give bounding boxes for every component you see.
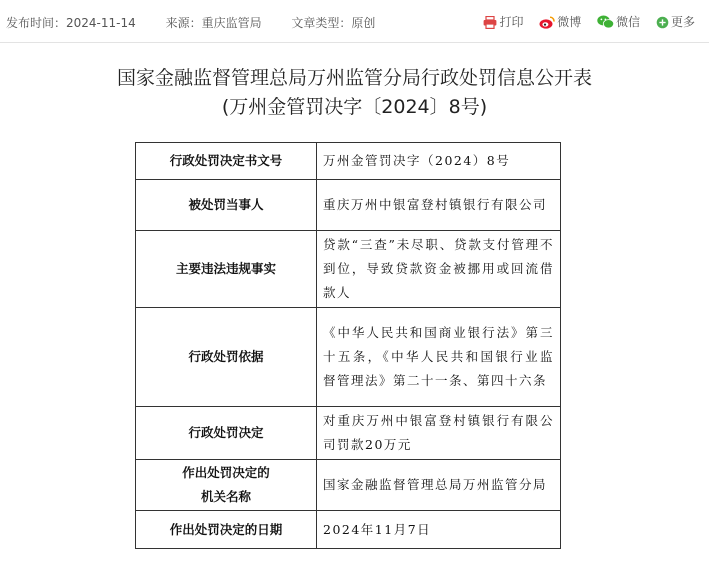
article-meta-bar [0, 0, 709, 43]
row-key: 作出处罚决定的日期 [136, 511, 317, 549]
row-key [136, 460, 317, 511]
share-wechat-button[interactable] [597, 13, 640, 30]
table-row [136, 308, 561, 407]
table-row [136, 143, 561, 180]
plus-circle-icon [656, 16, 669, 29]
printer-icon [483, 16, 497, 29]
article-meta [6, 14, 401, 31]
print-label: 打印 [499, 15, 524, 29]
table-row [136, 180, 561, 231]
share-weibo-button[interactable] [539, 13, 581, 30]
weibo-label: 微博 [557, 15, 582, 29]
row-key-line: 作出处罚决定的 [182, 465, 270, 480]
article-type: 文章类型：原创 [291, 16, 376, 30]
row-key: 行政处罚依据 [136, 308, 317, 407]
row-key: 主要违法违规事实 [136, 231, 317, 308]
share-more-button[interactable] [656, 13, 695, 30]
share-bar [471, 13, 695, 30]
row-value: 2024年11月7日 [317, 511, 561, 549]
wechat-label: 微信 [616, 15, 641, 29]
document-number: (万州金管罚决字〔2024〕8号) [221, 96, 488, 118]
document-title: 国家金融监督管理总局万州监管分局行政处罚信息公开表 [116, 67, 592, 89]
article-source: 来源：重庆监管局 [165, 16, 262, 30]
row-value: 《中华人民共和国商业银行法》第三十五条，《中华人民共和国银行业监督管理法》第二十一条、第四十六条 [317, 308, 561, 407]
publish-time: 发布时间：2024-11-14 [6, 16, 136, 30]
weibo-icon [539, 16, 555, 29]
row-value: 对重庆万州中银富登村镇银行有限公司罚款20万元 [317, 407, 561, 460]
print-button[interactable] [483, 13, 523, 30]
table-row [136, 231, 561, 308]
row-key: 行政处罚决定书文号 [136, 143, 317, 180]
table-row [136, 511, 561, 549]
row-value: 国家金融监督管理总局万州监管分局 [317, 460, 561, 511]
penalty-info-table [135, 142, 561, 549]
wechat-icon [597, 15, 614, 29]
row-key: 行政处罚决定 [136, 407, 317, 460]
row-key: 被处罚当事人 [136, 180, 317, 231]
table-row [136, 407, 561, 460]
row-key-line: 机关名称 [200, 489, 251, 504]
row-value: 重庆万州中银富登村镇银行有限公司 [317, 180, 561, 231]
row-value: 万州金管罚决字（2024）8号 [317, 143, 561, 180]
table-row [136, 460, 561, 511]
more-label: 更多 [670, 15, 695, 29]
row-value: 贷款“三查”未尽职、贷款支付管理不到位，导致贷款资金被挪用或回流借款人 [317, 231, 561, 308]
